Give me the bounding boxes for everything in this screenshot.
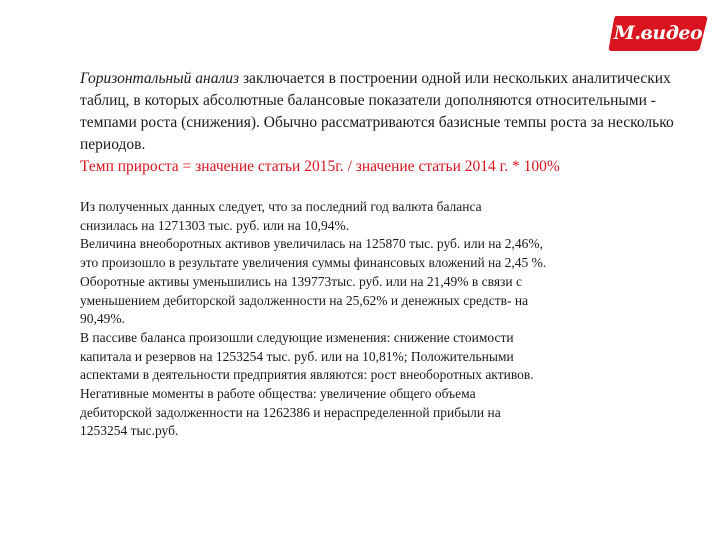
analysis-line: Негативные моменты в работе общества: увеличение общего объема xyxy=(80,386,476,402)
analysis-line: 1253254 тыс.руб. xyxy=(80,423,179,439)
intro-paragraph xyxy=(80,68,680,178)
analysis-line: Из полученных данных следует, что за последний год валюта баланса xyxy=(80,199,482,214)
intro-text: заключается в построении одной или нескольких аналитических таблиц, в которых абсолютные балансовые показатели дополняются относительными - темпами роста (снижения). Обычно рассматриваются базисные темпы роста за несколько периодов. xyxy=(80,70,674,153)
mvideo-logo xyxy=(606,12,710,54)
logo-text: М.видео xyxy=(613,22,703,44)
analysis-line: снизилась на 1271303 тыс. руб. или на 10,94%. xyxy=(80,217,350,233)
analysis-paragraph xyxy=(80,198,680,441)
analysis-line: аспектами в деятельности предприятия являются: рост внеоборотных активов. xyxy=(80,367,534,383)
analysis-line: В пассиве баланса произошли следующие изменения: снижение стоимости xyxy=(80,329,514,345)
growth-formula: Темп прироста = значение статьи 2015г. / значение статьи 2014 г. * 100% xyxy=(80,158,560,175)
analysis-line: Оборотные активы уменьшились на 139773тыс. руб. или на 21,49% в связи с xyxy=(80,273,522,289)
intro-term: Горизонтальный анализ xyxy=(80,70,240,87)
analysis-line: это произошло в результате увеличения суммы финансовых вложений на 2,45 %. xyxy=(80,255,547,271)
analysis-line: дебиторской задолженности на 1262386 и нераспределенной прибыли на xyxy=(80,404,501,420)
analysis-line: капитала и резервов на 1253254 тыс. руб. или на 10,81%; Положительными xyxy=(80,348,514,364)
analysis-line: 90,49%. xyxy=(80,311,125,327)
analysis-line: Величина внеоборотных активов увеличилась на 125870 тыс. руб. или на 2,46%, xyxy=(80,236,544,252)
analysis-line: уменьшением дебиторской задолженности на 25,62% и денежных средств- на xyxy=(80,292,529,308)
